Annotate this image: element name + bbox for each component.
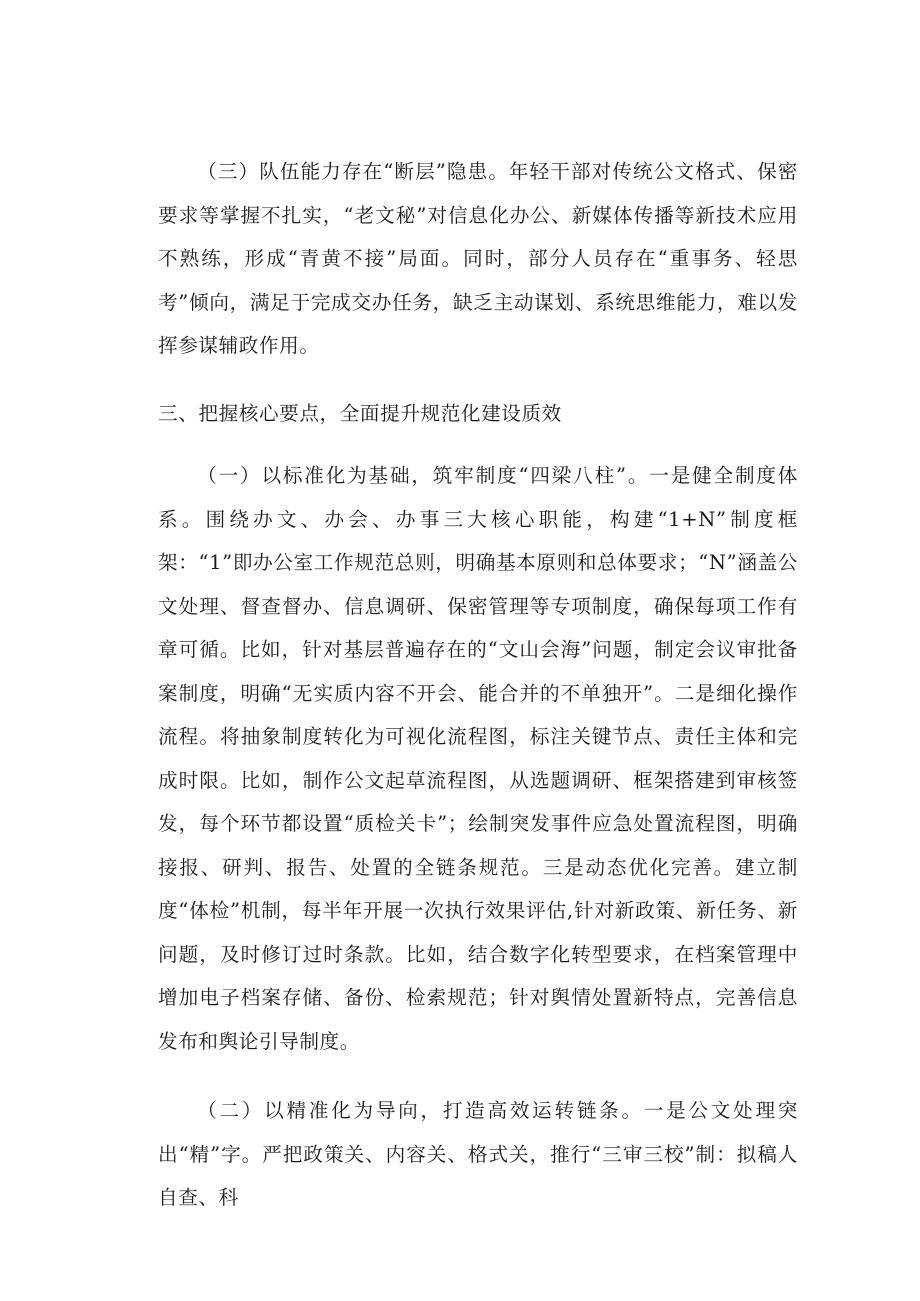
paragraph-standardization: （一）以标准化为基础，筑牢制度“四梁八柱”。一是健全制度体系。围绕办文、办会、办事三大核心职能，构建“1+N”制度框架：“1”即办公室工作规范总则，明确基本原则和总体要求；“N”涵盖公文处理、督查督办、信息调研、保密管理等专项制度，确保每项工作有章可循。比如，针对基层普遍存在的“文山会海”问题，制定会议审批备案制度，明确“无实质内容不开会、能合并的不单独开”。二是细化操作流程。将抽象制度转化为可视化流程图，标注关键节点、责任主体和完成时限。比如，制作公文起草流程图，从选题调研、框架搭建到审核签发，每个环节都设置“质检关卡”；绘制突发事件应急处置流程图，明确接报、研判、报告、处置的全链条规范。三是动态优化完善。建立制度“体检”机制，每半年开展一次执行效果评估,针对新政策、新任务、新问题，及时修订过时条款。比如，结合数字化转型要求，在档案管理中增加电子档案存储、备份、检索规范；针对舆情处置新特点，完善信息发布和舆论引导制度。 — [158, 464, 798, 1053]
paragraph-precision: （二）以精准化为导向，打造高效运转链条。一是公文处理突出“精”字。严把政策关、内容关、格式关，推行“三审三校”制：拟稿人自查、科 — [158, 1099, 798, 1209]
section-heading-three: 三、把握核心要点，全面提升规范化建设质效 — [158, 402, 562, 425]
paragraph-team-capability: （三）队伍能力存在“断层”隐患。年轻干部对传统公文格式、保密要求等掌握不扎实，“老文秘”对信息化办公、新媒体传播等新技术应用不熟练，形成“青黄不接”局面。同时，部分人员存在“重事务、轻思考”倾向，满足于完成交办任务，缺乏主动谋划、系统思维能力，难以发挥参谋辅政作用。 — [158, 160, 798, 357]
